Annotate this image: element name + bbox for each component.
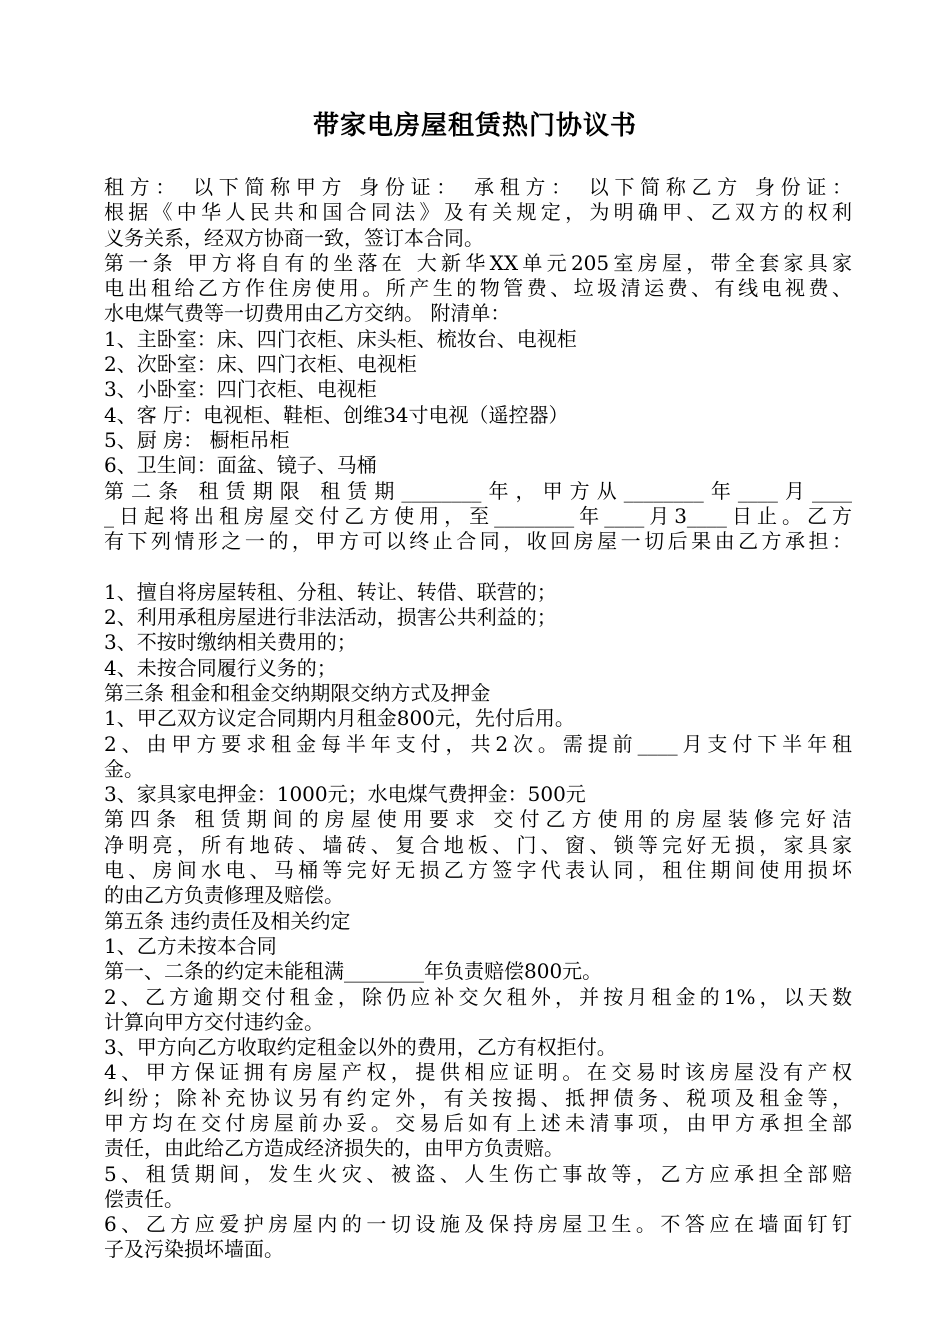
text-line: 甲方均在交付房屋前办妥。交易后如有上述未清事项，由甲方承担全部	[104, 1110, 852, 1135]
list-item: 2、乙方逾期交付租金，除仍应补交欠租外，并按月租金的1%，以天数	[104, 984, 852, 1009]
list-item: 1、甲乙双方议定合同期内月租金800元，先付后用。	[104, 706, 575, 731]
list-item: 4、未按合同履行义务的；	[104, 655, 337, 680]
text-line: 净明亮，所有地砖、墙砖、复合地板、门、窗、锁等完好无损，家具家	[104, 832, 852, 857]
list-item: 1、主卧室：床、四门衣柜、床头柜、梳妆台、电视柜	[104, 326, 577, 351]
list-item: 3、小卧室：四门衣柜、电视柜	[104, 377, 377, 402]
section-heading: 第三条 租金和租金交纳期限交纳方式及押金	[104, 680, 491, 705]
section-heading: 第四条 租赁期间的房屋使用要求 交付乙方使用的房屋装修完好洁	[104, 807, 852, 832]
text-line: 子及污染损坏墙面。	[104, 1237, 284, 1262]
blank-line	[104, 554, 852, 579]
list-item: 3、不按时缴纳相关费用的；	[104, 630, 357, 655]
document-title: 带家电房屋租赁热门协议书	[312, 111, 637, 141]
list-item: 5、租赁期间，发生火灾、被盗、人生伤亡事故等，乙方应承担全部赔	[104, 1161, 852, 1186]
section-heading: 第五条 违约责任及相关约定	[104, 908, 351, 933]
text-line: 电出租给乙方作住房使用。所产生的物管费、垃圾清运费、有线电视费、	[104, 276, 852, 301]
text-line: 电、房间水电、马桶等完好无损乙方签字代表认同，租住期间使用损坏	[104, 858, 852, 883]
text-line: 第一条 甲方将自有的坐落在 大新华XX单元205室房屋，带全套家具家	[104, 250, 852, 275]
text-line: 的由乙方负责修理及赔偿。	[104, 883, 344, 908]
text-line: _日起将出租房屋交付乙方使用，至________年____月3____日止。乙方	[104, 503, 852, 528]
text-line: 根据《中华人民共和国合同法》及有关规定，为明确甲、乙双方的权利	[104, 200, 852, 225]
text-line: 租方： 以下简称甲方 身份证： 承租方： 以下简称乙方 身份证：	[104, 175, 852, 199]
list-item: 4、客 厅：电视柜、鞋柜、创维34寸电视（遥控器）	[104, 402, 569, 427]
text-line: 偿责任。	[104, 1186, 184, 1211]
text-line: 水电煤气费等一切费用由乙方交纳。 附清单：	[104, 301, 511, 326]
document-body	[104, 175, 852, 1263]
list-item: 3、甲方向乙方收取约定租金以外的费用，乙方有权拒付。	[104, 1035, 617, 1060]
list-item: 4、甲方保证拥有房屋产权，提供相应证明。在交易时该房屋没有产权	[104, 1060, 852, 1085]
list-item: 1、擅自将房屋转租、分租、转让、转借、联营的；	[104, 579, 557, 604]
text-line: 第二条 租赁期限 租赁期________年，甲方从________年____月____	[104, 478, 852, 503]
text-line: 有下列情形之一的，甲方可以终止合同，收回房屋一切后果由乙方承担：	[104, 529, 852, 554]
text-line: 金。	[104, 756, 144, 781]
list-item: 6、乙方应爱护房屋内的一切设施及保持房屋卫生。不答应在墙面钉钉	[104, 1212, 852, 1237]
text-line: 纠纷；除补充协议另有约定外，有关按揭、抵押债务、税项及租金等，	[104, 1085, 852, 1110]
text-line: 第一、二条的约定未能租满________年负责赔偿800元。	[104, 959, 603, 984]
list-item: 6、卫生间：面盆、镜子、马桶	[104, 453, 377, 478]
list-item: 3、家具家电押金：1000元；水电煤气费押金：500元	[104, 782, 586, 807]
list-item: 2、次卧室：床、四门衣柜、电视柜	[104, 352, 417, 377]
list-item: 5、厨 房： 橱柜吊柜	[104, 427, 290, 452]
text-line: 责任，由此给乙方造成经济损失的，由甲方负责赔。	[104, 1136, 564, 1161]
text-line: 义务关系，经双方协商一致，签订本合同。	[104, 225, 484, 250]
list-item: 2、由甲方要求租金每半年支付，共2次。需提前____月支付下半年租	[104, 731, 852, 756]
list-item: 2、利用承租房屋进行非法活动，损害公共利益的；	[104, 605, 557, 630]
text-line: 计算向甲方交付违约金。	[104, 1009, 324, 1034]
list-item: 1、乙方未按本合同	[104, 933, 277, 958]
